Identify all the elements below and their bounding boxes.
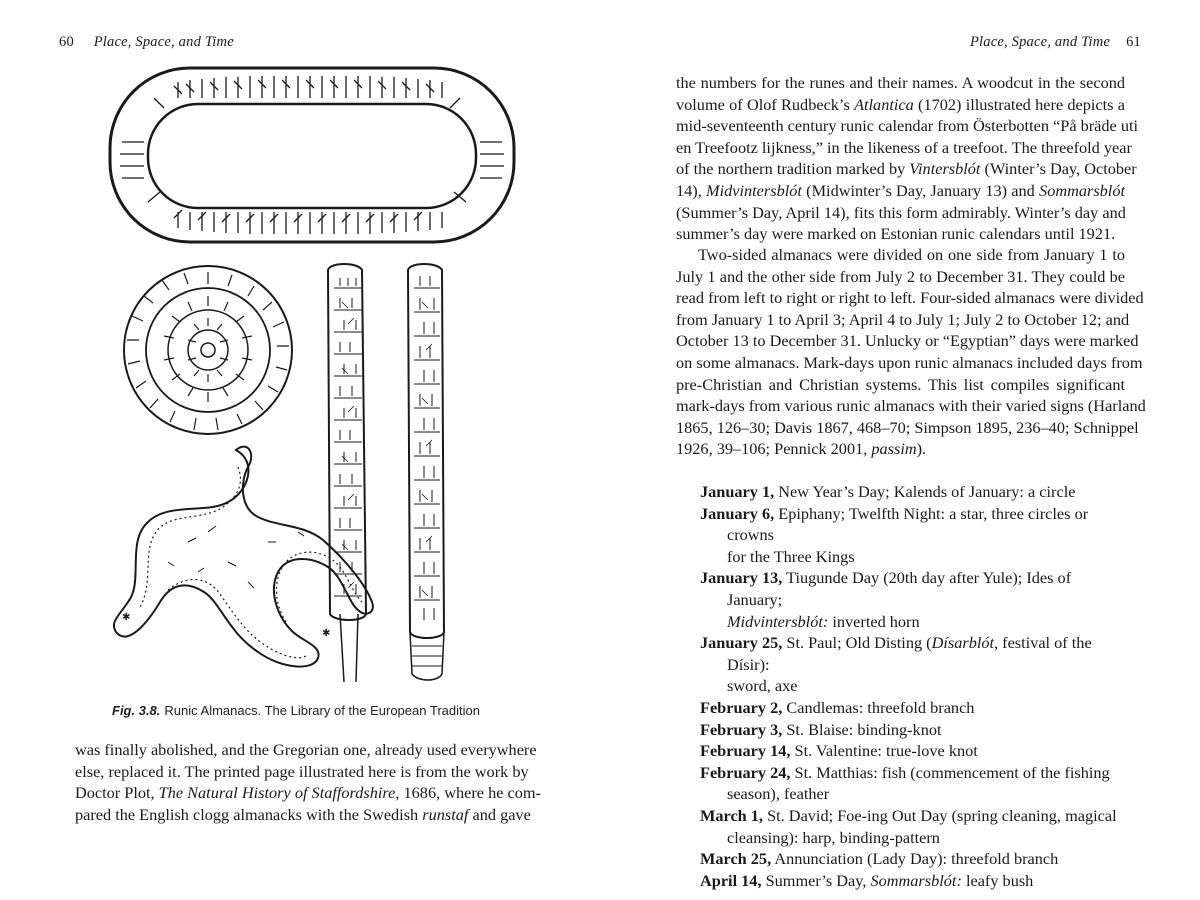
text-line: pared the English clogg almanacks with the Swedish runstaf and gave <box>75 804 531 824</box>
text-line: Two-sided almanacs were divided on one side from January 1 to <box>698 245 1125 264</box>
text-line: else, replaced it. The printed page illustrated here is from the work by <box>75 761 529 781</box>
figure-caption <box>112 703 480 718</box>
text-line: read from left to right or right to left. Four-sided almanacs were divided <box>676 288 1144 308</box>
text-line: was finally abolished, and the Gregorian one, already used everywhere <box>75 740 537 759</box>
list-item: February 24, St. Matthias: fish (commencement of the fishing season), feather <box>700 762 1110 804</box>
runic-almanacs-figure <box>108 62 528 682</box>
left-body-text <box>75 739 541 825</box>
runic-staff-two <box>408 264 444 680</box>
text-line: 14), Midvintersblót (Midwinter’s Day, January 13) and Sommarsblót <box>676 180 1125 200</box>
list-item: January 13, Tiugunde Day (20th day after Yule); Ides of January; Midvintersblót: inverted horn <box>700 568 1072 631</box>
running-head-title: Place, Space, and Time <box>93 34 234 50</box>
text-line: en Treefootz lijkness,” in the likeness of a treefoot. The threefold year <box>676 137 1132 157</box>
text-line: Doctor Plot, The Natural History of Staffordshire, 1686, where he com- <box>75 783 541 803</box>
left-running-head <box>59 34 234 51</box>
text-line: pre-Christian and Christian systems. This list compiles significant <box>676 374 1125 394</box>
mark-days-list <box>700 481 1125 891</box>
triskele-almanac <box>114 447 373 667</box>
list-item: March 25, Annunciation (Lady Day): threefold branch <box>700 849 1059 869</box>
text-line: summer’s day were marked on Estonian runic calendars until 1921. <box>676 224 1116 244</box>
list-item: January 25, St. Paul; Old Disting (Dísarblót, festival of the Dísir): sword, axe <box>700 633 1092 696</box>
svg-text:✱: ✱ <box>322 628 331 639</box>
text-line: 1865, 126–30; Davis 1867, 468–70; Simpson 1895, 236–40; Schnippel <box>676 417 1139 437</box>
paragraph-one <box>676 72 1139 245</box>
page-number: 60 <box>59 34 74 50</box>
text-line: (Summer’s Day, April 14), fits this form admirably. Winter’s day and <box>676 202 1126 222</box>
list-item: February 3, St. Blaise: binding-knot <box>700 719 942 739</box>
text-line: from January 1 to April 3; April 4 to July 1; July 2 to October 12; and <box>676 309 1130 329</box>
text-line: 1926, 39–106; Pennick 2001, passim). <box>676 439 927 459</box>
right-page <box>600 0 1200 900</box>
text-line: the numbers for the runes and their names. A woodcut in the second <box>676 73 1125 92</box>
list-item: February 2, Candlemas: threefold branch <box>700 697 975 717</box>
text-line: October 13 to December 31. Unlucky or “Egyptian” days were marked <box>676 331 1139 351</box>
list-item: March 1, St. David; Foe-ing Out Day (spring cleaning, magical cleansing): harp, binding-pattern <box>700 805 1117 847</box>
text-line: July 1 and the other side from July 2 to December 31. They could be <box>676 266 1125 286</box>
text-line: mark-days from various runic almanacs with their varied signs (Harland <box>676 396 1146 416</box>
paragraph-two <box>676 244 1146 460</box>
oval-ring-almanac <box>110 68 514 242</box>
text-line: volume of Olof Rudbeck’s Atlantica (1702) illustrated here depicts a <box>676 94 1125 114</box>
list-item: January 6, Epiphany; Twelfth Night: a star, three circles or crowns for the Three Kings <box>700 503 1089 566</box>
svg-text:✱: ✱ <box>122 612 131 623</box>
running-head-title: Place, Space, and Time <box>969 34 1111 50</box>
figure-label: Fig. 3.8. <box>112 703 161 718</box>
list-item: February 14, St. Valentine: true-love knot <box>700 741 978 761</box>
list-item: January 1, New Year’s Day; Kalends of January: a circle <box>700 482 1076 501</box>
page-number: 61 <box>1126 34 1141 50</box>
text-line: of the northern tradition marked by Vintersblót (Winter’s Day, October <box>676 159 1137 179</box>
text-line: on some almanacs. Mark-days upon runic almanacs included days from <box>676 352 1143 372</box>
circular-almanac <box>124 266 292 434</box>
text-line: mid-seventeenth century runic calendar from Österbotten “På bräde uti <box>676 116 1139 136</box>
runic-staff-one <box>328 264 366 682</box>
figure-caption-text: Runic Almanacs. The Library of the European Tradition <box>164 703 480 718</box>
list-item: April 14, Summer’s Day, Sommarsblót: leafy bush <box>700 870 1034 890</box>
right-running-head <box>970 34 1141 51</box>
